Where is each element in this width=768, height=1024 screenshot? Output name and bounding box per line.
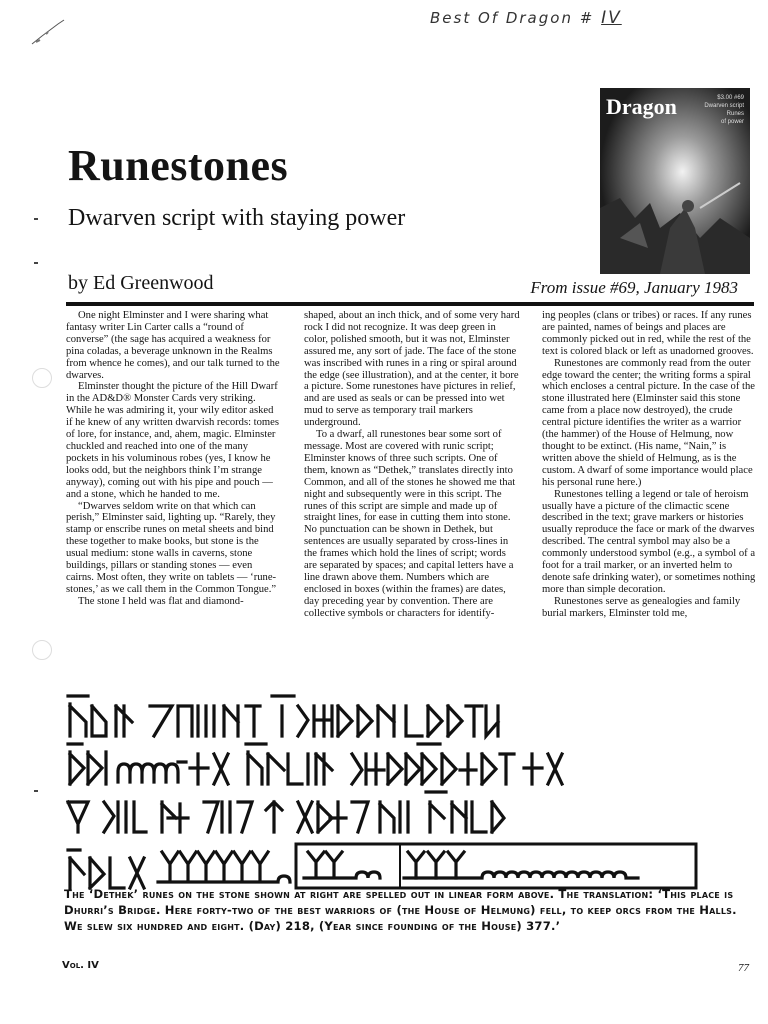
paragraph: shaped, about an inch thick, and of some very hard rock I did not recognize. It was deep green in color, polished smooth, but it was not, Elminster assured me, any sort of jade. The face of the stone was inscribed with runes in a ring or spiral around the edge (see illustration), and at the center, it bore a picture. Some runestones have pictures in relief, and are used as seals or can be pressed into wet mud to serve as temporary trail markers underground. bbox=[304, 310, 520, 429]
paragraph: One night Elminster and I were sharing what fantasy writer Lin Carter calls a “round of converse” (the sage has acquired a weakness for pina coladas, a beverage unknown in the Realms from whence he comes), and our talk turned to the dwarves. bbox=[66, 310, 280, 381]
cover-blurb-line: of power bbox=[720, 119, 744, 125]
illustration-caption: The ‘Dethek’ runes on the stone shown at right are spelled out in linear form above. The translation: ‘This place is Dhurri’s Bridge. Here forty-two of the best warriors of (the House of Helmung) fell, to keep orcs from the Halls. We slew six hundred and eight. (Day) 218, (Year since founding of the House) 377.’ bbox=[64, 887, 737, 933]
volume-label: Vol. IV bbox=[62, 960, 99, 971]
binder-hole bbox=[32, 368, 52, 388]
margin-speck bbox=[34, 790, 38, 792]
paragraph: Elminster thought the picture of the Hill Dwarf in the AD&D® Monster Cards very striking. While he was admiring it, your wily editor asked if he knew of any written dwarvish records: tomes of lore, for instance, and, ahem, magic. Elminster chuckled and reached into one of the many pockets in his voluminous robes (yes, I know he looks odd, but the neighbors think I’m strange anyway), coming out with his pipe and pouch — and a stone, which he handed to me. bbox=[66, 381, 279, 500]
cover-blurb-line: Dwarven script bbox=[704, 103, 744, 109]
paragraph: The stone I held was flat and diamond- bbox=[78, 595, 244, 607]
handwritten-title: Best Of Dragon # bbox=[430, 9, 595, 27]
margin-speck bbox=[34, 218, 38, 220]
handwritten-header bbox=[430, 8, 622, 28]
cover-price-line: $3.00 #69 bbox=[717, 95, 744, 101]
page-number: 77 bbox=[738, 962, 749, 974]
magazine-cover-image bbox=[600, 88, 750, 274]
binder-hole bbox=[32, 640, 52, 660]
paragraph: ing peoples (clans or tribes) or races. If any runes are painted, names of beings and places are commonly picked out in red, while the rest of the text is colored black or left as unadorned grooves. bbox=[542, 310, 754, 357]
rune-line-4 bbox=[68, 844, 696, 888]
handwritten-volume: IV bbox=[601, 8, 622, 28]
corner-scribble-icon bbox=[28, 18, 68, 48]
article-title: Runestones bbox=[68, 141, 289, 190]
cover-blurb-line: Runes bbox=[726, 111, 744, 117]
cover-price-block bbox=[704, 94, 744, 126]
paragraph: Runestones telling a legend or tale of heroism usually have a picture of the climactic scene described in the text; grave markers or histories usually reproduce the face or mark of the dwarves described. The central symbol may also be a commonly understood symbol (e.g., a symbol of a foot for a trail marker, or an inverted helm to denote safe drinking water), or sometimes nothing more than simple decoration. bbox=[542, 488, 756, 595]
header-rule bbox=[66, 302, 754, 306]
article-column-1 bbox=[66, 310, 282, 608]
article-subtitle: Dwarven script with staying power bbox=[68, 205, 406, 231]
paragraph: To a dwarf, all runestones bear some sort of message. Most are covered with runic script; Elminster knows of three such scripts. One of them, known as “Dethek,” translates directly into Common, and all of the stones he showed me that night and subsequently were in this script. The runes of this script are simple and made up of straight lines, for ease in cutting them into stone. No punctuation can be shown in Dethek, but sentences are usually separated by cross-lines in the frames which hold the lines of script; words are separated by spaces; and capital letters have a line drawn above them. Numbers which are enclosed in boxes (within the frames) are dates, day preceding year by convention. There are collective symbols or characters for identify- bbox=[304, 429, 516, 619]
paragraph: Runestones serve as genealogies and family burial markers, Elminster told me, bbox=[542, 595, 741, 619]
cover-masthead: Dragon bbox=[606, 94, 677, 119]
rune-line-1 bbox=[68, 696, 498, 736]
author-byline: by Ed Greenwood bbox=[68, 272, 214, 294]
paragraph: Runestones are commonly read from the outer edge toward the center; the writing forms a spiral which encloses a central picture. In the case of the stone illustrated here (Elminster said this stone came from a place now destroyed), the crude central picture identifies the writer as a warrior (the hammer) of the House of Helmung, now thought to be extinct. (His name, “Nain,” is written above the shield of Helmung, as is the custom. A dwarf of some importance would place his personal rune here.) bbox=[542, 357, 755, 488]
rune-line-3 bbox=[68, 792, 504, 832]
article-column-3 bbox=[542, 310, 758, 620]
issue-reference: From issue #69, January 1983 bbox=[530, 278, 738, 297]
article-column-2 bbox=[304, 310, 520, 620]
margin-speck bbox=[34, 262, 38, 264]
paragraph: “Dwarves seldom write on that which can perish,” Elminster said, lighting up. “Rarely, they stamp or enscribe runes on metal sheets and bind these together to make books, but stone is the usual medium: stone walls in caverns, stone buildings, pillars or standing stones — even cairns. Most often, they write on tablets — ‘rune-stones,’ as we call them in the Common Tongue.” bbox=[66, 500, 277, 595]
dethek-runes-illustration bbox=[62, 692, 702, 892]
rune-line-2 bbox=[68, 744, 562, 784]
